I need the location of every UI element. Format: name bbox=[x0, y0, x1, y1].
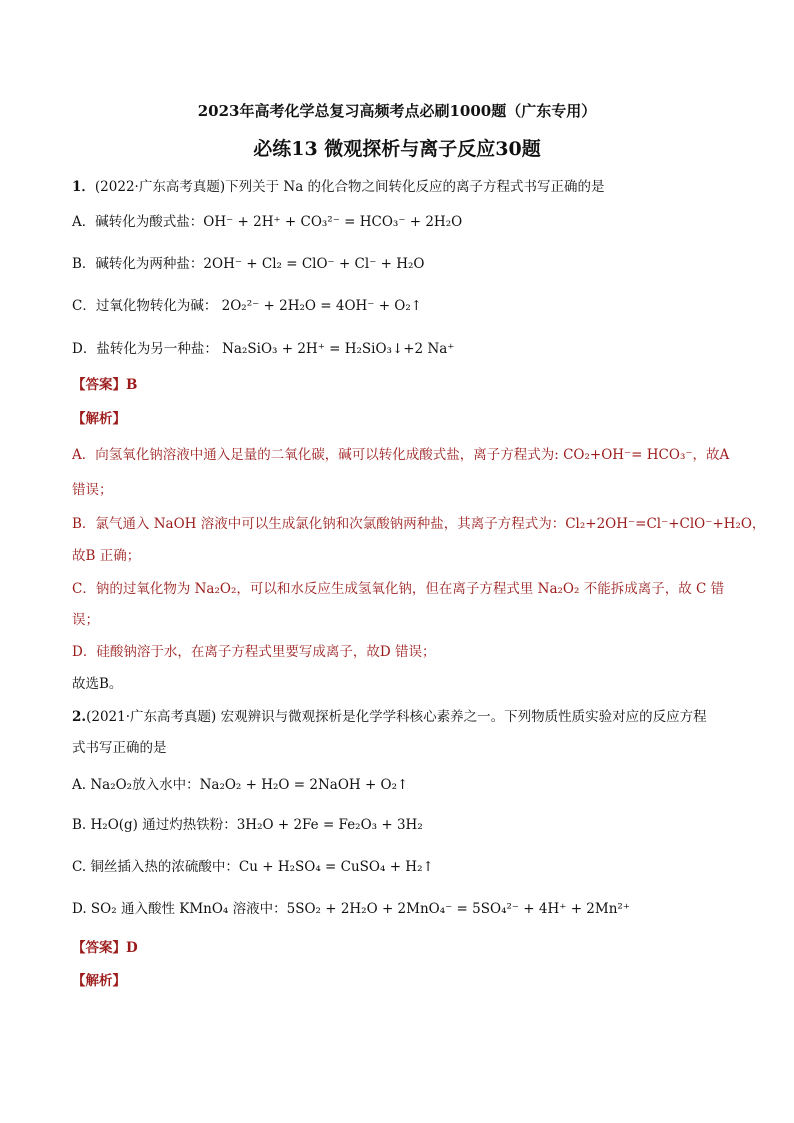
question-1-explanation-b-cont: 故B 正确； bbox=[72, 548, 141, 564]
question-2-stem-cont: 式书写正确的是 bbox=[72, 740, 167, 756]
question-1-explanation-a-cont: 错误； bbox=[72, 482, 113, 498]
question-2-option-a: A. Na₂O₂放入水中：Na₂O₂ + H₂O = 2NaOH + O₂↑ bbox=[72, 777, 409, 793]
question-1-explanation-c-cont: 误； bbox=[72, 612, 99, 628]
question-1-stem bbox=[72, 178, 732, 196]
question-2-stem bbox=[72, 708, 732, 726]
question-1-option-a: A．碱转化为酸式盐：OH⁻ + 2H⁺ + CO₃²⁻ = HCO₃⁻ + 2H₂O bbox=[72, 214, 463, 230]
question-1-number: 1． bbox=[72, 179, 95, 195]
question-2-option-d: D. SO₂ 通入酸性 KMnO₄ 溶液中：5SO₂ + 2H₂O + 2MnO₄⁻ = 5SO₄²⁻ + 4H⁺ + 2Mn²⁺ bbox=[72, 901, 630, 917]
question-1-explanation-a: A．向氢氧化钠溶液中通入足量的二氧化碳，碱可以转化成酸式盐，离子方程式为: CO₂+OH⁻= HCO₃⁻，故A bbox=[72, 447, 730, 463]
question-1-text: (2022·广东高考真题)下列关于 Na 的化合物之间转化反应的离子方程式书写正确的是 bbox=[94, 179, 605, 195]
question-1-explanation-b: B．氯气通入 NaOH 溶液中可以生成氯化钠和次氯酸钠两种盐，其离子方程式为：Cl₂+2OH⁻=Cl⁻+ClO⁻+H₂O， bbox=[72, 516, 766, 532]
question-2-answer: 【答案】D bbox=[72, 940, 138, 956]
question-2-text: (2021·广东高考真题) 宏观辨识与微观探析是化学学科核心素养之一。下列物质性质实验对应的反应方程 bbox=[86, 709, 707, 725]
question-1-explanation-d: D．硅酸钠溶于水，在离子方程式里要写成离子，故D 错误； bbox=[72, 644, 436, 660]
question-1-explanation-c: C．钠的过氧化物为 Na₂O₂，可以和水反应生成氢氧化钠，但在离子方程式里 Na₂O₂ 不能拆成离子，故 C 错 bbox=[72, 581, 725, 597]
document-subtitle: 必练13 微观探析与离子反应30题 bbox=[253, 138, 541, 160]
question-1-conclusion: 故选B。 bbox=[72, 676, 123, 692]
question-1-option-b: B．碱转化为两种盐：2OH⁻ + Cl₂ = ClO⁻ + Cl⁻ + H₂O bbox=[72, 256, 425, 272]
question-2-analysis-label: 【解析】 bbox=[72, 973, 126, 989]
question-1-option-c: C．过氧化物转化为碱： 2O₂²⁻ + 2H₂O = 4OH⁻ + O₂↑ bbox=[72, 298, 423, 314]
question-1-option-d: D．盐转化为另一种盐： Na₂SiO₃ + 2H⁺ = H₂SiO₃↓+2 Na⁺ bbox=[72, 341, 455, 357]
question-1-answer: 【答案】B bbox=[72, 377, 138, 393]
question-1-analysis-label: 【解析】 bbox=[72, 411, 126, 427]
question-2-option-c: C. 铜丝插入热的浓硫酸中：Cu + H₂SO₄ = CuSO₄ + H₂↑ bbox=[72, 859, 434, 875]
document-title: 2023年高考化学总复习高频考点必刷1000题（广东专用） bbox=[197, 102, 597, 120]
question-2-option-b: B. H₂O(g) 通过灼热铁粉：3H₂O + 2Fe = Fe₂O₃ + 3H₂ bbox=[72, 817, 423, 833]
question-2-number: 2. bbox=[72, 709, 87, 725]
